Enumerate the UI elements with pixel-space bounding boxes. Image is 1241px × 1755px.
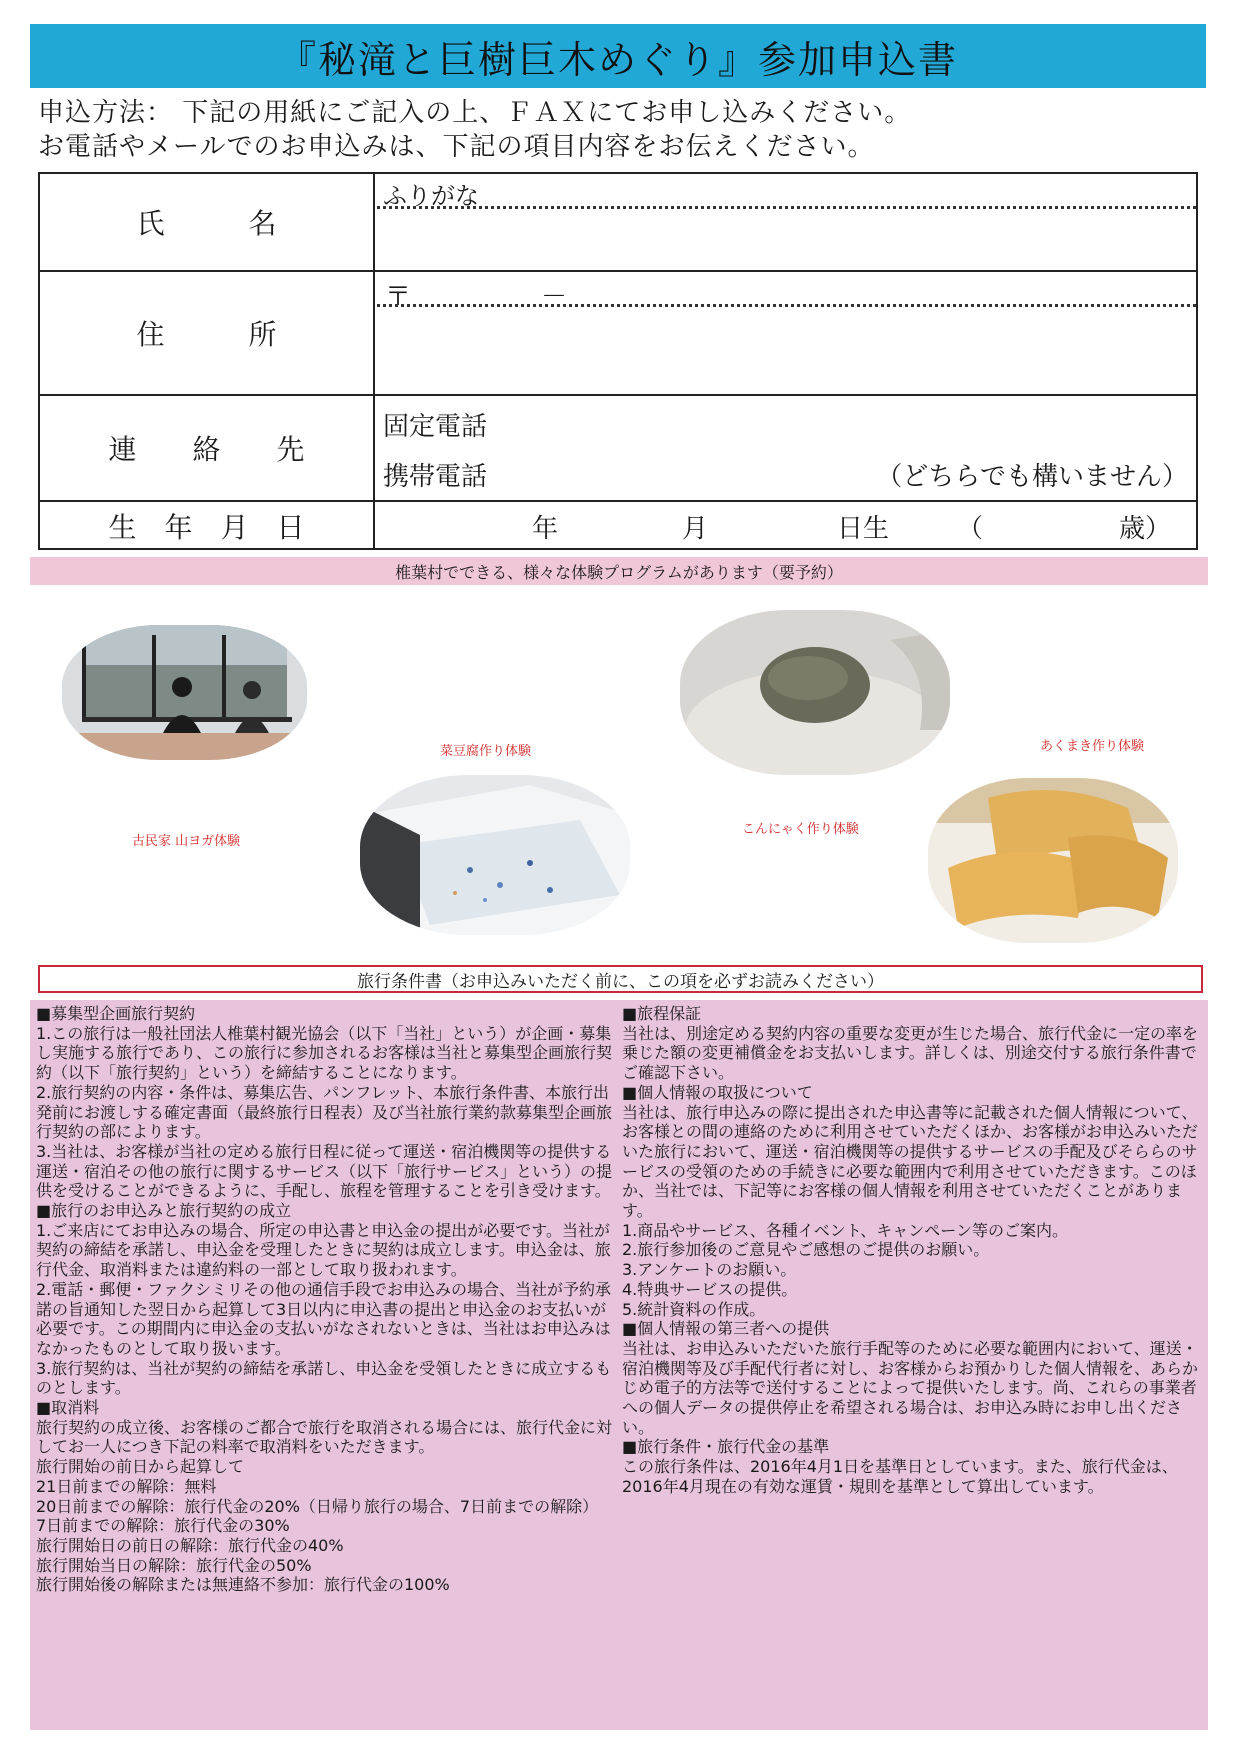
application-form (38, 172, 1198, 550)
section-heading: ■旅程保証 (622, 1004, 702, 1023)
section-heading: ■募集型企画旅行契約 (36, 1004, 196, 1023)
fee-line: 旅行開始後の解除または無連絡不参加：旅行代金の100% (36, 1575, 450, 1595)
condition-paragraph: 3.旅行契約は、当社が契約の締結を承諾し、申込金を受領したときに成立するものとします。 (36, 1358, 612, 1398)
contact-field[interactable] (377, 396, 1196, 500)
birth-month-label: 月 (682, 514, 709, 544)
postal-code-mark: 〒 － (385, 282, 568, 312)
instruction-line-2: お電話やメールでのお申込みは、下記の項目内容をお伝えください。 (38, 132, 875, 162)
tofu-image (360, 775, 630, 935)
section-heading: ■取消料 (36, 1398, 100, 1418)
section-heading: ■旅行条件・旅行代金の基準 (622, 1437, 830, 1457)
list-item: 2.旅行参加後のご意見やご感想のご提供のお願い。 (622, 1240, 990, 1260)
form-row-name (40, 174, 1196, 272)
conditions-left-column (36, 1004, 618, 1595)
name-field[interactable] (377, 174, 1196, 270)
yoga-image (62, 625, 307, 760)
address-label: 住 所 (40, 272, 375, 394)
birthdate-label: 生 年 月 日 (40, 502, 375, 550)
caption-akumaki: あくまき作り体験 (1040, 739, 1145, 754)
form-row-contact (40, 396, 1196, 502)
form-row-address (40, 272, 1196, 396)
yoga-photo (62, 625, 307, 760)
fee-line: 7日前までの解除：旅行代金の30% (36, 1516, 290, 1536)
condition-paragraph: 2.電話・郵便・ファクシミリその他の通信手段でお申込みの場合、当社が予約承諾の旨通知した翌日から起算して3日以内に申込書の提出と申込金のお支払いが必要です。この期間内に申込金の支払いがなされないときは、当社はお申込みはなかったものとして取り扱います。 (36, 1279, 611, 1358)
form-row-birthdate (40, 502, 1196, 550)
condition-paragraph: 1.ご来店にてお申込みの場合、所定の申込書と申込金の提出が必要です。当社が契約の締結を承諾し、申込金を受理したときに契約は成立します。申込金は、旅行代金、取消料または違約料の一部として取り扱われます。 (36, 1220, 611, 1280)
konnyaku-photo (680, 610, 950, 775)
age-open-paren: （ (957, 514, 984, 544)
birth-year-label: 年 (532, 514, 559, 544)
fee-line: 旅行開始当日の解除：旅行代金の50% (36, 1555, 312, 1575)
tofu-photo (360, 775, 630, 935)
list-item: 4.特典サービスの提供。 (622, 1279, 798, 1299)
contact-note: （どちらでも構いません） (876, 462, 1188, 492)
address-field[interactable] (377, 272, 1196, 394)
caption-yoga: 古民家 山ヨガ体験 (132, 834, 241, 849)
conditions-body (30, 1000, 1208, 1730)
contact-label: 連 絡 先 (40, 396, 375, 500)
condition-paragraph: 旅行開始の前日から起算して (36, 1457, 245, 1477)
postal-divider (377, 304, 1196, 307)
section-heading: ■個人情報の取扱について (622, 1082, 813, 1102)
birth-day-label: 日生 (837, 514, 890, 544)
conditions-header: 旅行条件書（お申込みいただく前に、この項を必ずお読みください） (38, 965, 1203, 993)
fee-line: 20日前までの解除：旅行代金の20%（日帰り旅行の場合、7日前までの解除） (36, 1496, 599, 1516)
caption-konnyaku: こんにゃく作り体験 (742, 822, 859, 837)
list-item: 3.アンケートのお願い。 (622, 1260, 797, 1280)
konnyaku-image (680, 610, 950, 775)
page-title: 『秘滝と巨樹巨木めぐり』参加申込書 (30, 24, 1206, 88)
condition-paragraph: 当社は、お申込みいただいた旅行手配等のために必要な範囲内において、運送・宿泊機関等及び手配代行者に対し、お客様からお預かりした個人情報を、あらかじめ電子的方法等で送付することによって提供いたします。尚、これらの事業者への個人データの提供停止を希望される場合は、お申込み時にお申し出ください。 (622, 1338, 1199, 1437)
conditions-right-column (622, 1004, 1208, 1497)
condition-paragraph: 当社は、別途定める契約内容の重要な変更が生じた場合、旅行代金に一定の率を乗じた額の変更補償金をお支払いします。詳しくは、別途交付する旅行条件書でご確認下さい。 (622, 1023, 1199, 1083)
section-heading: ■個人情報の第三者への提供 (622, 1319, 830, 1339)
condition-paragraph: 1.この旅行は一般社団法人椎葉村観光協会（以下「当社」という）が企画・募集し実施する旅行であり、この旅行に参加されるお客様は当社と募集型企画旅行契約（以下「旅行契約」という）を締結することになります。 (36, 1023, 613, 1083)
fee-line: 旅行開始日の前日の解除：旅行代金の40% (36, 1535, 344, 1555)
akumaki-photo (928, 778, 1178, 943)
section-heading: ■旅行のお申込みと旅行契約の成立 (36, 1201, 292, 1221)
list-item: 5.統計資料の作成。 (622, 1299, 766, 1319)
instruction-line-1: 申込方法： 下記の用紙にご記入の上、ＦＡＸにてお申し込みください。 (38, 98, 912, 128)
furigana-hint: ふりがな (383, 182, 479, 210)
birthdate-field[interactable] (377, 502, 1196, 550)
age-label: 歳） (1119, 514, 1172, 544)
name-label: 氏 名 (40, 174, 375, 270)
experience-banner: 椎葉村でできる、様々な体験プログラムがあります（要予約） (30, 557, 1208, 585)
condition-paragraph: 当社は、旅行申込みの際に提出された申込書等に記載された個人情報について、お客様との間の連絡のために利用させていただくほか、お客様がお申込みいただいた旅行において、運送・宿泊機関等の提供するサービスの手配及びそららのサービスの受領のための手続きに必要な範囲内で利用させていただきます。このほか、当社では、下記等にお客様の個人情報を利用させていただくことがあります。 (622, 1102, 1199, 1221)
caption-tofu: 菜豆腐作り体験 (440, 744, 532, 759)
condition-paragraph: 2.旅行契約の内容・条件は、募集広告、パンフレット、本旅行条件書、本旅行出発前にお渡しする確定書面（最終旅行日程表）及び当社旅行業約款募集型企画旅行契約の部によります。 (36, 1082, 613, 1142)
condition-paragraph: この旅行条件は、2016年4月1日を基準日としています。また、旅行代金は、2016年4月現在の有効な運賃・規則を基準として算出しています。 (622, 1457, 1178, 1496)
mobile-label: 携帯電話 (383, 462, 488, 492)
condition-paragraph: 3.当社は、お客様が当社の定める旅行日程に従って運送・宿泊機関等の提供する運送・宿泊その他の旅行に関するサービス（以下「旅行サービス」という）の提供を受けることができるように、手配し、旅程を管理することを引き受けます。 (36, 1141, 613, 1201)
furigana-divider (377, 206, 1196, 209)
landline-label: 固定電話 (383, 412, 488, 442)
list-item: 1.商品やサービス、各種イベント、キャンペーン等のご案内。 (622, 1220, 1068, 1240)
akumaki-image (928, 778, 1178, 943)
fee-line: 21日前までの解除：無料 (36, 1476, 217, 1496)
condition-paragraph: 旅行契約の成立後、お客様のご都合で旅行を取消される場合には、旅行代金に対してお一人につき下記の料率で取消料をいただきます。 (36, 1417, 613, 1457)
application-instructions (38, 96, 1208, 164)
